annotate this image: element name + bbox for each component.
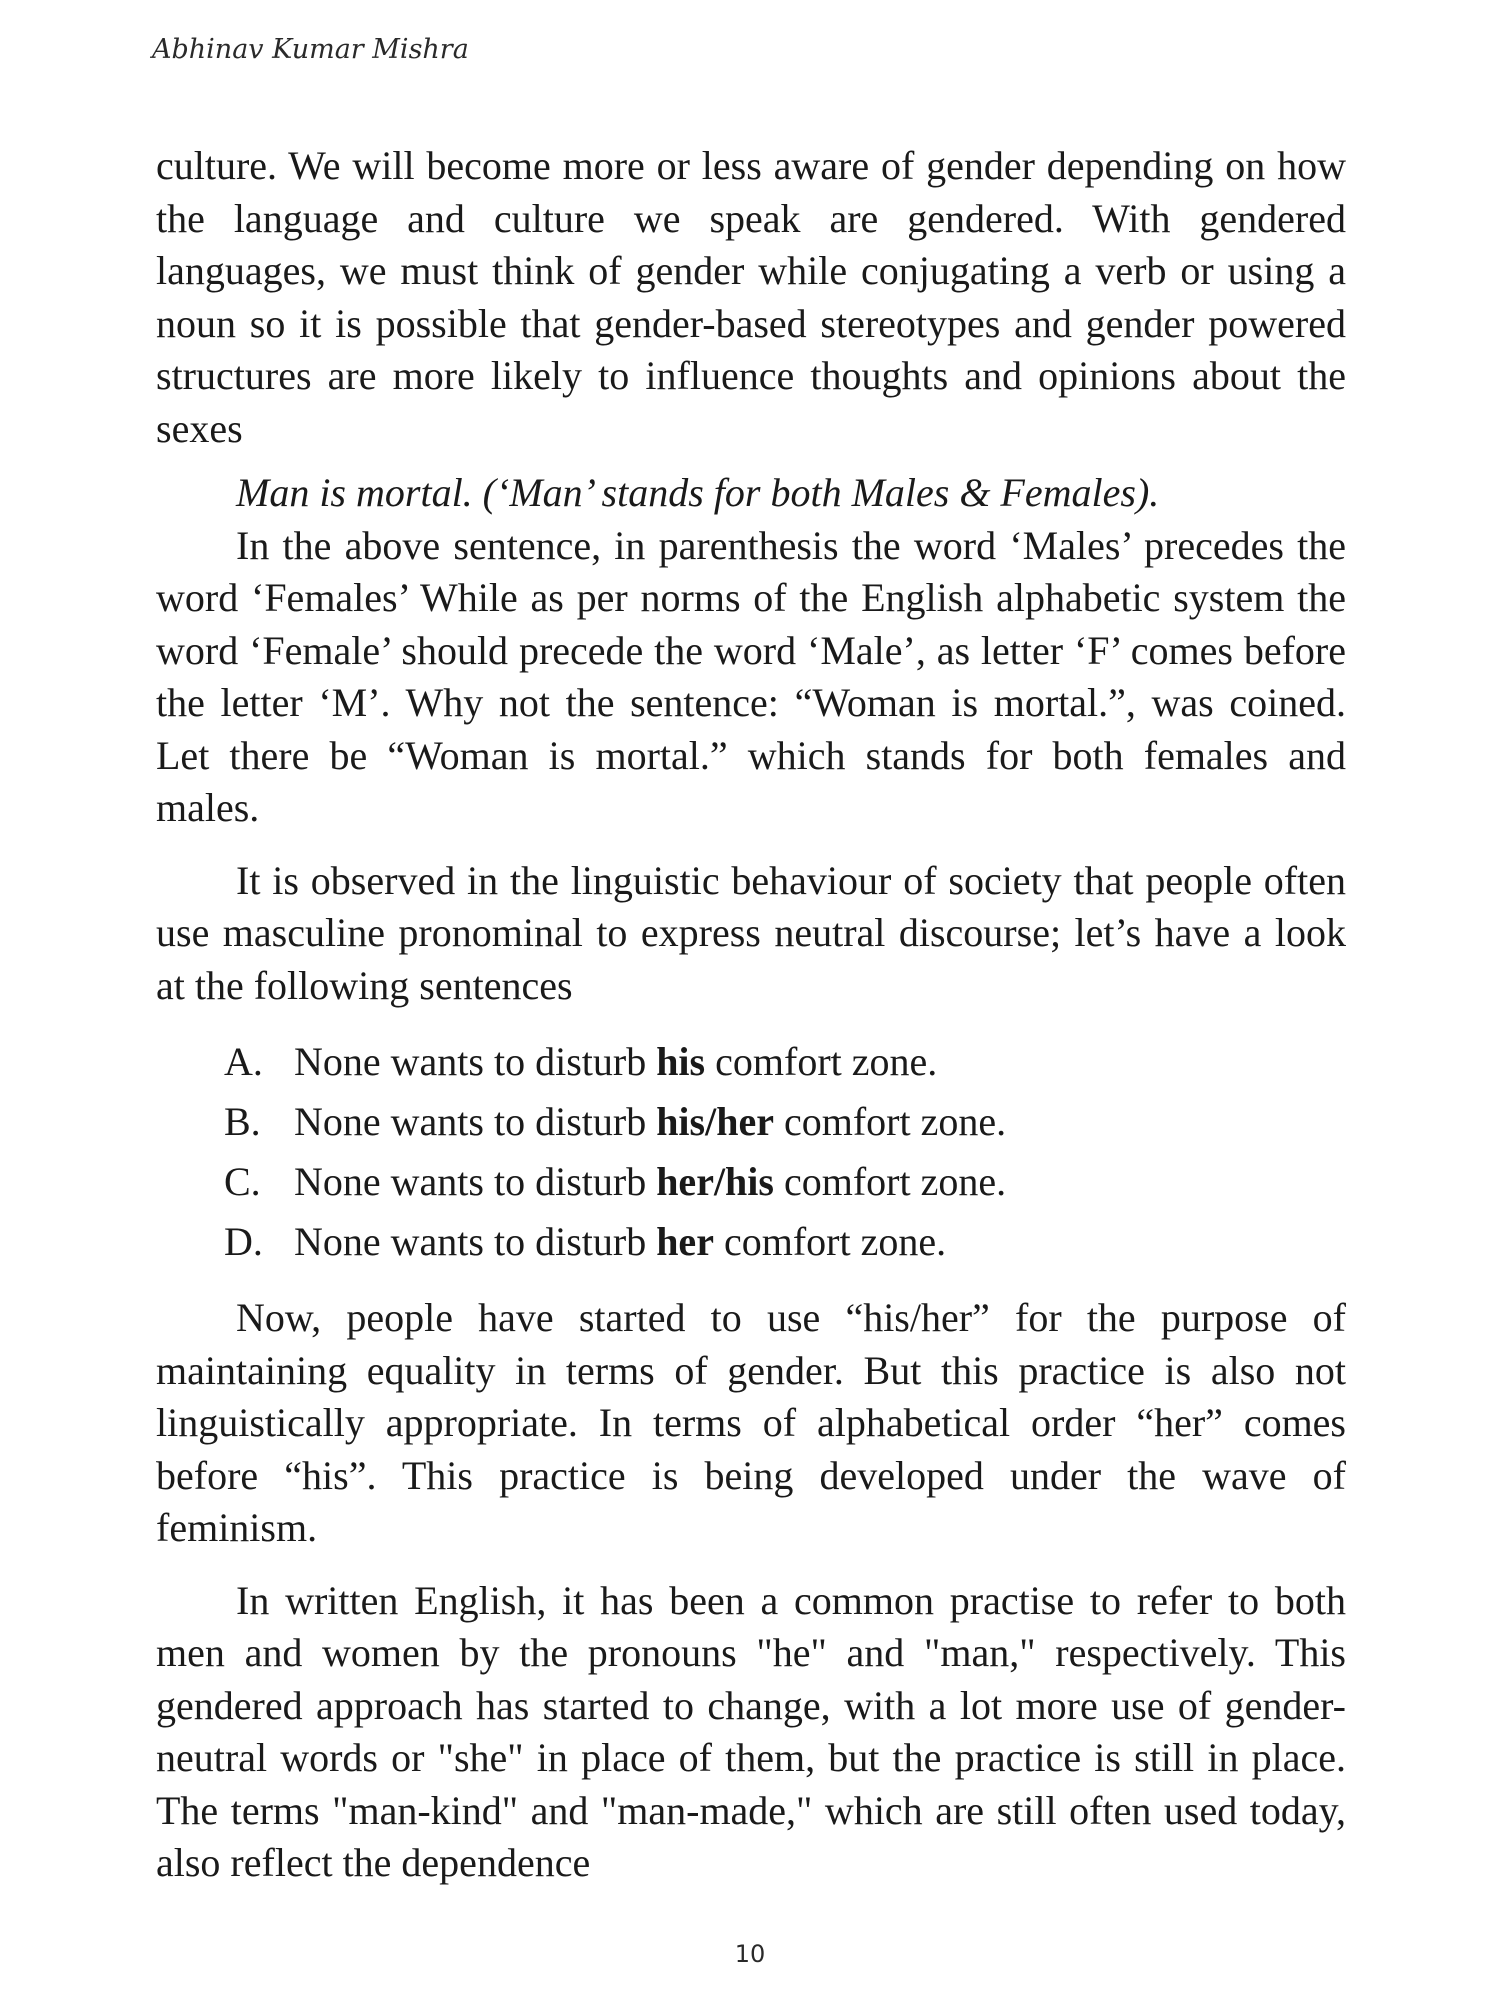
page-body — [156, 140, 1346, 1890]
list-item — [224, 1092, 1346, 1152]
list-text: None wants to disturb — [294, 1159, 657, 1204]
paragraph-written-english: In written English, it has been a common practise to refer to both men and women by the pronouns "he" and "man," respectively. This gendered approach has started to change, with a lot more use of gender-neutral words or "she" in place of them, but the practice is still in place. The terms "man-kind" and "man-made," which are still often used today, also reflect the dependence — [156, 1577, 1346, 1885]
list-marker: D. — [224, 1219, 263, 1264]
list-text-end: comfort zone. — [705, 1039, 938, 1084]
paragraph-linguistic-behaviour: It is observed in the linguistic behaviour of society that people often use masculine pronominal to express neutral discourse; let’s have a look at the following sentences — [156, 857, 1346, 1008]
list-item — [224, 1212, 1346, 1272]
list-marker: B. — [224, 1099, 261, 1144]
list-bold-pronoun: his — [656, 1039, 706, 1084]
list-marker: A. — [224, 1039, 263, 1084]
list-bold-pronoun: his/her — [656, 1099, 774, 1144]
list-item — [224, 1152, 1346, 1212]
paragraph-his-her: Now, people have started to use “his/her” for the purpose of maintaining equality in terms of gender. But this practice is also not linguistically appropriate. In terms of alphabetical order “her” comes before “his”. This practice is being developed under the wave of feminism. — [156, 1295, 1346, 1550]
list-text: None wants to disturb — [294, 1219, 657, 1264]
list-text-end: comfort zone. — [713, 1219, 947, 1264]
list-bold-pronoun: her/his — [656, 1159, 774, 1204]
list-text-end: comfort zone. — [773, 1099, 1007, 1144]
running-header-author: Abhinav Kumar Mishra — [152, 34, 469, 65]
list-marker: C. — [224, 1159, 261, 1204]
list-bold-pronoun: her — [656, 1219, 714, 1264]
list-text-end: comfort zone. — [773, 1159, 1007, 1204]
list-text: None wants to disturb — [294, 1099, 657, 1144]
paragraph-culture: culture. We will become more or less aware of gender depending on how the language and culture we speak are gendered. With gendered languages, we must think of gender while conjugating a verb or using a noun so it is possible that gender-based stereotypes and gender powered structures are more likely to influence thoughts and opinions about the sexes — [156, 143, 1346, 451]
example-sentences-list — [156, 1032, 1346, 1272]
list-text: None wants to disturb — [294, 1039, 657, 1084]
paragraph-parenthesis: In the above sentence, in parenthesis the word ‘Males’ precedes the word ‘Females’ While as per norms of the English alphabetic system the word ‘Female’ should precede the word ‘Male’, as letter ‘F’ comes before the letter ‘M’. Why not the sentence: “Woman is mortal.”, was coined. Let there be “Woman is mortal.” which stands for both females and males. — [156, 522, 1346, 830]
example-quote: Man is mortal. (‘Man’ stands for both Males & Females). — [236, 470, 1160, 515]
page-number: 10 — [734, 1940, 766, 1968]
list-item — [224, 1032, 1346, 1092]
